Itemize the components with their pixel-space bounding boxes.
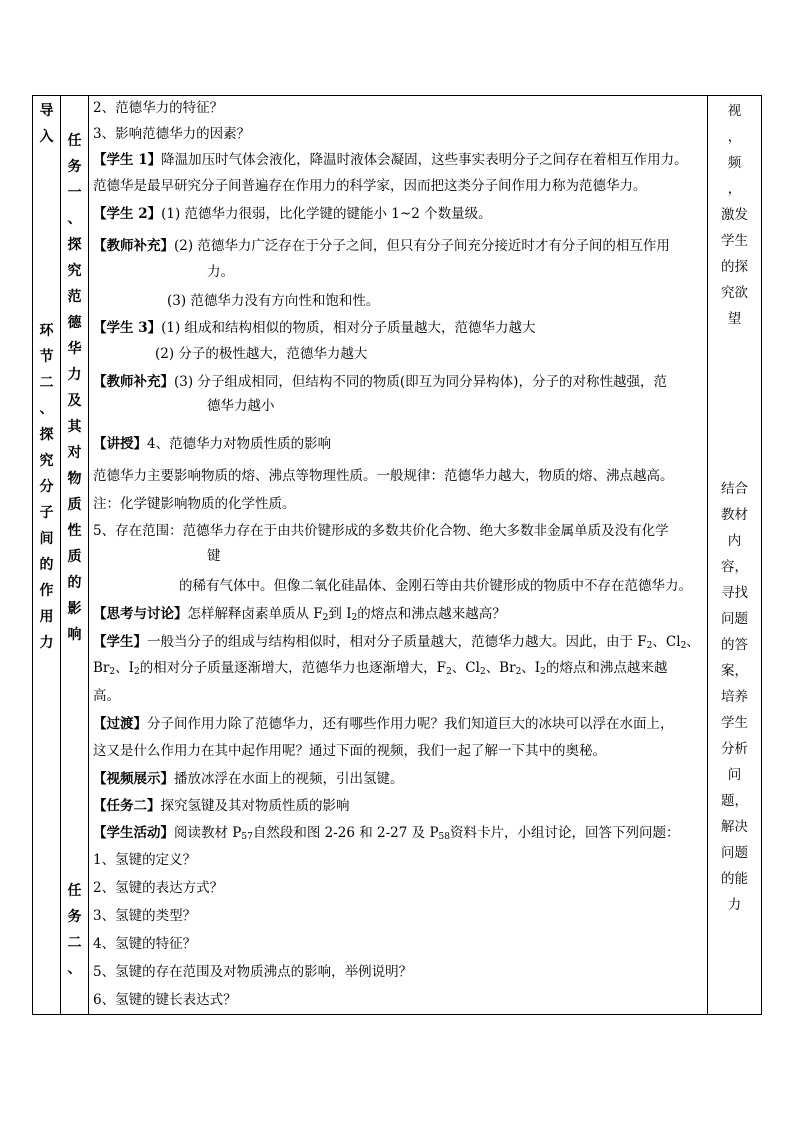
- subscript: 2: [133, 667, 140, 677]
- intent-text: 究欲: [721, 285, 748, 301]
- paragraph: 力。: [207, 264, 234, 280]
- subscript: 2: [109, 667, 116, 677]
- intent-text: 教材: [721, 507, 748, 523]
- paragraph: 键: [207, 548, 221, 564]
- subscript: 2: [322, 613, 329, 623]
- task-char: 究: [67, 263, 82, 279]
- stage-char: 的: [39, 557, 54, 573]
- intent-text: 分析: [721, 741, 748, 757]
- task-char: 、: [67, 211, 82, 227]
- subscript: 2: [540, 667, 546, 677]
- task-char: 其: [67, 419, 82, 435]
- student-activity: [93, 823, 679, 843]
- text: (1) 组成和结构相似的物质，相对分子质量越大，范德华力越大: [161, 320, 536, 336]
- student-1: [93, 150, 688, 170]
- paragraph: (3) 范德华力没有方向性和饱和性。: [167, 293, 380, 309]
- task-char: 质: [67, 497, 82, 513]
- text: 降温加压时气体会液化，降温时液体会凝固，这些事实表明分子之间存在着相互作用力。: [161, 152, 688, 168]
- tag: 【视频展示】: [93, 771, 174, 787]
- stage-char: 、: [39, 401, 54, 417]
- stage-char: 探: [39, 427, 54, 443]
- intent-text: 培养: [721, 689, 748, 705]
- paragraph: 这又是什么作用力在其中起作用呢？通过下面的视频，我们一起了解一下其中的奥秘。: [93, 743, 606, 759]
- question-item: 4、氢键的特征？: [93, 936, 197, 952]
- paragraph: 高。: [93, 688, 120, 704]
- intent-text: 的答: [721, 637, 748, 653]
- stage-char: 入: [39, 129, 54, 145]
- paragraph: 5、存在范围：范德华力存在于由共价键形成的多数共价化合物、绝大多数非金属单质及没有化学: [93, 523, 669, 539]
- text: 的相对分子质量逐渐增大，范德华力也逐渐增大，F: [139, 660, 447, 676]
- intent-note-1: [708, 98, 761, 332]
- task-char: 性: [67, 523, 82, 539]
- intent-text: 激发: [721, 207, 748, 223]
- student-answer: [93, 632, 700, 652]
- lecture: [93, 434, 331, 454]
- text: 播放冰浮在水面上的视频，引出氢键。: [174, 771, 404, 787]
- tag: 【学生 3】: [93, 320, 162, 336]
- stage-char: 间: [39, 531, 54, 547]
- subscript: 2: [479, 667, 486, 677]
- paragraph: [93, 658, 667, 678]
- task-char: 对: [67, 445, 82, 461]
- intent-text: 力: [727, 897, 742, 913]
- tag: 【教师补充】: [93, 374, 174, 390]
- teacher-supplement: [93, 236, 670, 256]
- question-item: 3、氢键的类型？: [93, 908, 197, 924]
- transition: [93, 714, 674, 734]
- subscript: 2: [680, 641, 687, 651]
- tag: 【过渡】: [93, 716, 147, 732]
- subscript: 2: [646, 641, 653, 651]
- column-divider: [88, 96, 89, 1014]
- paragraph: 德华力越小: [207, 398, 275, 414]
- text: 到 I: [328, 606, 352, 622]
- text: 、I: [521, 660, 541, 676]
- text: (1) 范德华力很弱，比化学键的键能小 1~2 个数量级。: [161, 206, 492, 222]
- intent-text: 问: [727, 767, 742, 783]
- intent-text: 频: [727, 155, 742, 171]
- text: 分子间作用力除了范德华力，还有哪些作用力呢？我们知道巨大的冰块可以浮在水面上，: [147, 716, 674, 732]
- task-char: 物: [67, 471, 82, 487]
- subscript: 2: [515, 667, 522, 677]
- tag: 【思考与讨论】: [93, 606, 188, 622]
- task-char: 、: [67, 961, 82, 977]
- task-char: 及: [67, 393, 82, 409]
- text: 探究氢键及其对物质性质的影响: [160, 798, 350, 814]
- intent-text: 望: [727, 311, 742, 327]
- text: 怎样解释卤素单质从 F: [187, 606, 323, 622]
- lesson-table: [32, 95, 762, 1015]
- task-char: 任: [67, 883, 82, 899]
- student-2: [93, 204, 492, 224]
- intent-text: 解决: [721, 819, 748, 835]
- text: 、Br: [485, 660, 516, 676]
- question-item: 6、氢键的键长表达式？: [93, 992, 237, 1008]
- task-char: 探: [67, 237, 82, 253]
- text: 4、范德华力对物质性质的影响: [147, 436, 332, 452]
- stage-char: 环: [39, 323, 54, 339]
- text: 、: [686, 634, 700, 650]
- task-char: 力: [67, 367, 82, 383]
- stage-char: 分: [39, 479, 54, 495]
- text: 、Cl: [652, 634, 681, 650]
- task-char: 影: [67, 601, 82, 617]
- subscript: 57: [241, 832, 253, 842]
- intent-text: 内: [727, 533, 742, 549]
- subscript: 2: [446, 667, 452, 677]
- intent-text: ，: [727, 181, 742, 197]
- text: 自然段和图 2-26 和 2-27 及 P: [252, 825, 439, 841]
- teacher-supplement: [93, 372, 667, 392]
- text: 资料卡片，小组讨论，回答下列问题：: [449, 825, 680, 841]
- intent-text: 问题: [721, 611, 748, 627]
- task-two: [61, 878, 88, 982]
- intent-text: 的能: [721, 871, 748, 887]
- text: 的熔点和沸点越来越: [545, 660, 668, 676]
- task-char: 务: [67, 159, 82, 175]
- task-one: [61, 128, 88, 648]
- text: 、Cl: [451, 660, 480, 676]
- intent-text: 的探: [721, 259, 748, 275]
- question-item: 5、氢键的存在范围及对物质沸点的影响，举例说明？: [93, 964, 413, 980]
- stage-char: 作: [39, 583, 54, 599]
- text: 一般当分子的组成与结构相似时，相对分子质量越大，范德华力越大。因此，由于 F: [147, 634, 647, 650]
- intent-text: 案，: [721, 663, 748, 679]
- task-two-heading: [93, 796, 350, 816]
- video-show: [93, 769, 404, 789]
- tag: 【学生活动】: [93, 825, 174, 841]
- question-item: 2、氢键的表达方式？: [93, 880, 224, 896]
- intent-note-2: [708, 476, 761, 918]
- text: 的熔点和沸点越来越高？: [357, 606, 506, 622]
- subscript: 58: [438, 832, 450, 842]
- task-char: 一: [67, 185, 82, 201]
- intent-text: ，: [727, 129, 742, 145]
- tag: 【学生 2】: [93, 206, 162, 222]
- paragraph: (2) 分子的极性越大，范德华力越大: [155, 346, 368, 362]
- stage-char: 力: [39, 635, 54, 651]
- question-3: 3、影响范德华力的因素？: [93, 126, 251, 142]
- task-char: 二: [67, 935, 82, 951]
- stage-char: 用: [39, 609, 54, 625]
- intent-text: 容，: [721, 559, 748, 575]
- question-2: 2、范德华力的特征？: [93, 100, 224, 116]
- tag: 【学生】: [93, 634, 147, 650]
- stage-char: 二: [39, 375, 54, 391]
- tag: 【任务二】: [93, 798, 161, 814]
- intent-text: 视: [727, 103, 742, 119]
- task-char: 务: [67, 909, 82, 925]
- task-char: 任: [67, 133, 82, 149]
- task-column: [61, 96, 88, 1014]
- stage-char: 究: [39, 453, 54, 469]
- student-3: [93, 318, 536, 338]
- task-char: 响: [67, 627, 82, 643]
- intent-column: [708, 96, 761, 1014]
- intent-text: 结合: [721, 481, 748, 497]
- text: (3) 分子组成相同，但结构不同的物质(即互为同分异构体)，分子的对称性越强，范: [174, 374, 667, 390]
- task-char: 德: [67, 315, 82, 331]
- note: 注：化学键影响物质的化学性质。: [93, 496, 296, 512]
- paragraph: 的稀有气体中。但像二氧化硅晶体、金刚石等由共价键形成的物质中不存在范德华力。: [179, 578, 692, 594]
- paragraph: 范德华力主要影响物质的熔、沸点等物理性质。一般规律：范德华力越大，物质的熔、沸点越高。: [93, 468, 674, 484]
- task-char: 质: [67, 549, 82, 565]
- tag: 【学生 1】: [93, 152, 162, 168]
- intent-text: 寻找: [721, 585, 748, 601]
- text: 阅读教材 P: [174, 825, 242, 841]
- text: Br: [93, 660, 110, 676]
- stage-char: 导: [39, 103, 54, 119]
- intent-text: 学生: [721, 233, 748, 249]
- intent-text: 题，: [721, 793, 748, 809]
- subscript: 2: [351, 613, 358, 623]
- task-char: 范: [67, 289, 82, 305]
- text: (2) 范德华力广泛存在于分子之间，但只有分子间充分接近时才有分子间的相互作用: [174, 238, 670, 254]
- tag: 【讲授】: [93, 436, 147, 452]
- task-char: 华: [67, 341, 82, 357]
- intent-text: 学生: [721, 715, 748, 731]
- question-item: 1、氢键的定义？: [93, 852, 197, 868]
- stage-char: 子: [39, 505, 54, 521]
- stage-column: [33, 96, 60, 1014]
- stage-intro: [33, 98, 60, 150]
- think-discuss: [93, 604, 506, 624]
- task-char: 的: [67, 575, 82, 591]
- stage-two: [33, 318, 60, 656]
- tag: 【教师补充】: [93, 238, 174, 254]
- paragraph: 范德华是最早研究分子间普遍存在作用力的科学家，因而把这类分子间作用力称为范德华力。: [93, 178, 647, 194]
- intent-text: 问题: [721, 845, 748, 861]
- stage-char: 节: [39, 349, 54, 365]
- text: 、I: [115, 660, 134, 676]
